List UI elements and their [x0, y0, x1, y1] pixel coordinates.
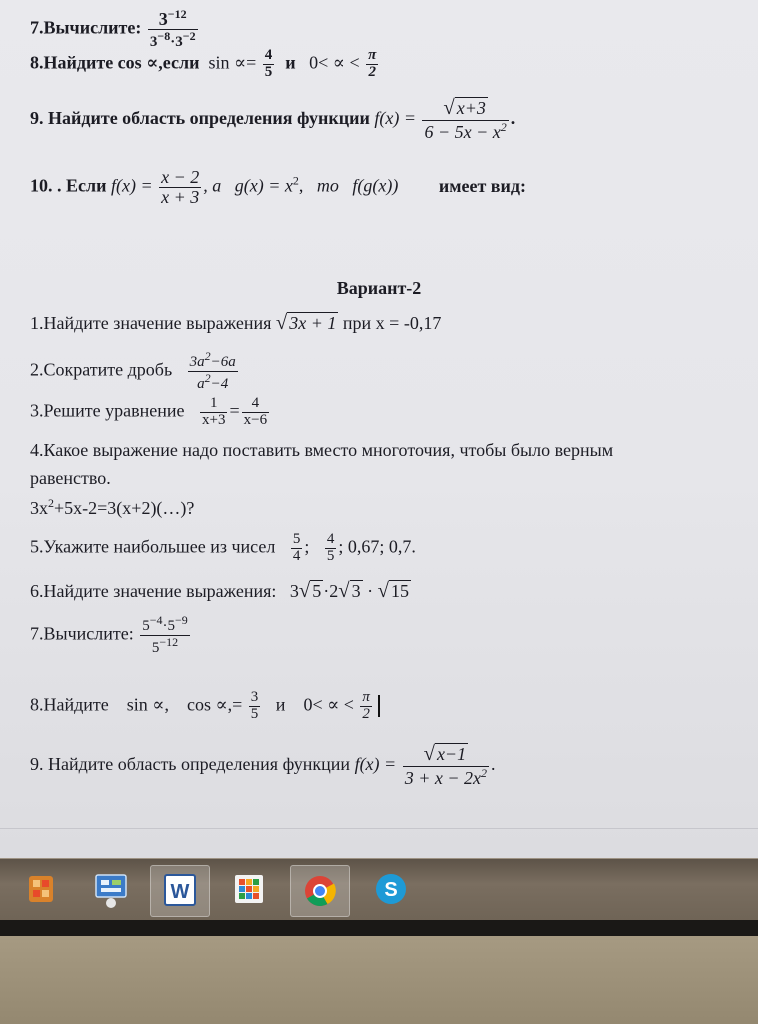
question-label: 5.Укажите наибольшее из чисел [30, 536, 276, 557]
v2-question-4-line-1: 4.Какое выражение надо поставить вместо многоточия, чтобы было верным [30, 440, 614, 460]
word-icon [151, 866, 209, 916]
sqrt-expression: √ 3x + 1 [275, 312, 337, 334]
v1-question-8: 8.Найдите cos ∝,если sin ∝= $\frac{4}{5}$ и 0< ∝ < $\frac{\pi}{2}$ [30, 47, 377, 80]
desk-surface [0, 936, 758, 1024]
v1-question-7 [30, 8, 200, 51]
orange-grid-icon [12, 865, 70, 915]
fraction: $\frac{4}{x-6}$ [243, 395, 268, 428]
v2-question-4-line-2: равенство. [30, 468, 111, 488]
question-label: 9. Найдите область определения функции [30, 107, 370, 128]
taskbar-item-control-panel[interactable] [82, 865, 140, 915]
taskbar-item-word[interactable] [150, 865, 210, 917]
monitor-bezel [0, 920, 758, 936]
control-panel-icon [82, 865, 140, 915]
v2-question-8: 8.Найдите sin ∝, cos ∝,= $\frac{3}{5}$ и 0< ∝ < $\frac{\pi}{2}$ [30, 690, 380, 723]
fraction: $\frac{4}{5}$ [264, 47, 273, 80]
v2-question-5: 5.Укажите наибольшее из чисел $\frac{5}{4}$ ; $\frac{4}{5}$ ; 0,67; 0,7. [30, 531, 416, 564]
fraction: $\frac{\pi}{2}$ [368, 47, 377, 80]
v2-question-4-expression: $3x^2+5x-2=3(x+2)(\dots)$? [30, 496, 195, 518]
fraction: $\frac{√ x+3}{6 - 5x - x^2}$ [424, 97, 507, 142]
fraction: $\frac{x - 2}{x + 3}$ [161, 167, 200, 207]
taskbar-item-chrome[interactable] [290, 865, 350, 917]
v2-question-3: 3.Решите уравнение $\frac{1}{x+3}$ = $\frac{4}{x-6}$ [30, 395, 268, 428]
taskbar-item-skype[interactable] [362, 865, 420, 915]
question-label: 8.Найдите cos ∝,если [30, 52, 200, 73]
variant-title: Вариант-2 [336, 278, 422, 298]
question-label: 10. . Если [30, 175, 107, 196]
chrome-icon [291, 866, 349, 916]
fraction: $\frac{4}{5}$ [326, 531, 335, 564]
fraction: $\frac{1}{x+3}$ [201, 395, 226, 428]
v2-question-9: 9. Найдите область определения функции f(x) = $\frac{√ x-1}{3 + x - 2x^2}$ . [30, 743, 496, 788]
tiles-icon [220, 865, 278, 915]
question-label: 8.Найдите [30, 694, 109, 715]
v2-question-7 [30, 614, 192, 657]
v2-question-1: 1.Найдите значение выражения √ 3x + 1 при x = -0,17 [30, 312, 442, 334]
fraction: $\frac{5}{4}$ [292, 531, 301, 564]
page-edge [0, 828, 758, 829]
taskbar [0, 858, 758, 921]
text-cursor [378, 695, 380, 717]
skype-icon [362, 865, 420, 915]
fraction: $\frac{√ x-1}{3 + x - 2x^2}$ [404, 743, 487, 788]
fraction: $\frac{5^{-4}\cdot 5^{-9}}{5^{-12}}$ [142, 613, 188, 656]
fraction: $\frac{\pi}{2}$ [362, 689, 370, 722]
question-label: 9. Найдите область определения функции [30, 753, 351, 774]
question-label: 7.Вычислите: [30, 17, 142, 38]
fraction: $\frac{3^{-12}}{3^{-8}\cdot 3^{-2}}$ [149, 7, 196, 50]
v2-question-6: 6.Найдите значение выражения: 3√ 5 ·2√ 3 · √ 15 [30, 580, 409, 602]
svg-text:W: W [170, 881, 190, 903]
taskbar-item-app-grid[interactable] [220, 865, 278, 915]
question-label: 1.Найдите значение выражения [30, 313, 272, 333]
question-label: 3.Решите уравнение [30, 400, 185, 421]
fraction: $\frac{3a^2-6a}{a^2-4}$ [189, 349, 236, 392]
v2-question-2 [30, 350, 240, 393]
v1-question-9: 9. Найдите область определения функции f(x) = $\frac{√ x+3}{6 - 5x - x^2}$ . [30, 97, 516, 142]
question-label: 6.Найдите значение выражения: [30, 581, 277, 601]
v1-question-10: 10. . Если f(x) = $\frac{x - 2}{x + 3}$ , а $g(x) = x^2$, то f(g(x)) имеет вид: [30, 167, 526, 207]
question-label: 2.Сократите дробь [30, 359, 173, 380]
question-label: 7.Вычислите: [30, 623, 134, 644]
taskbar-item-start-app[interactable] [12, 865, 70, 915]
svg-text:S: S [384, 879, 398, 901]
fraction: $\frac{3}{5}$ [250, 689, 259, 722]
